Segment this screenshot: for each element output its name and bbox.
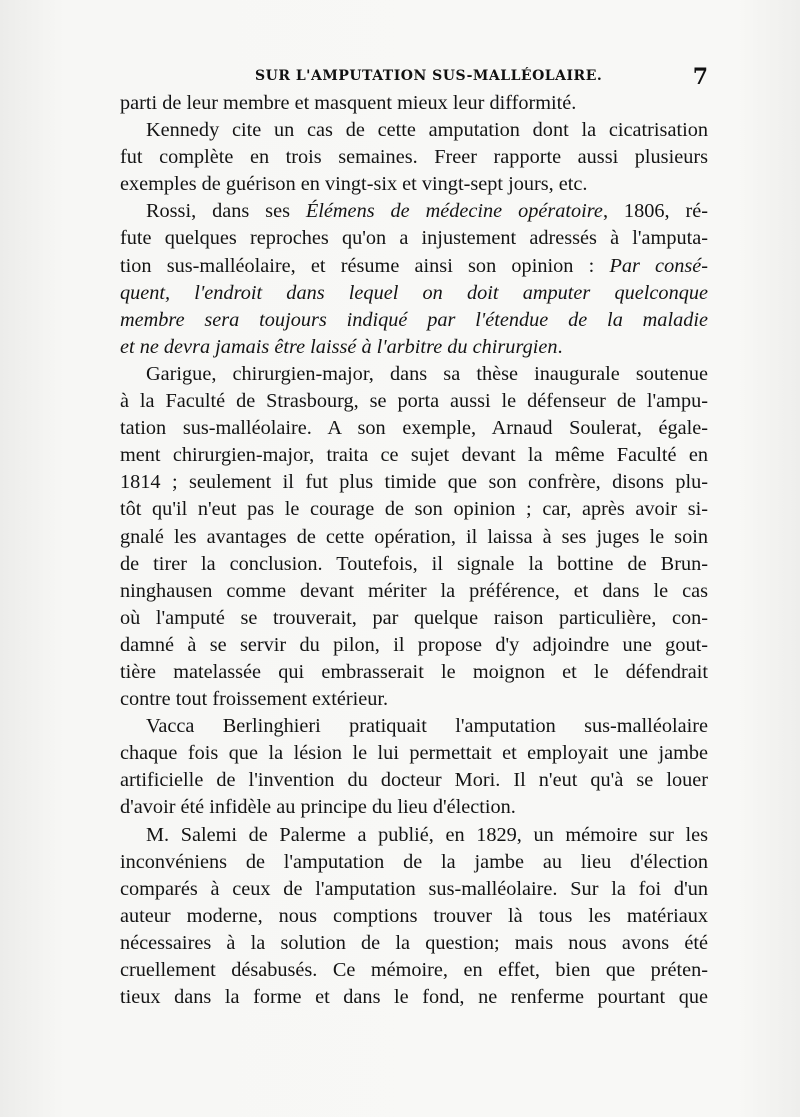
text-line: fut complète en trois semaines. Freer rapporte aussi plusieurs xyxy=(120,146,708,169)
text-line: M. Salemi de Palerme a publié, en 1829, un mémoire sur les xyxy=(146,823,708,846)
page-number: 7 xyxy=(692,64,708,90)
text-line: auteur moderne, nous comptions trouver là tous les matériaux xyxy=(120,904,708,927)
text-line: ninghausen comme devant mériter la préférence, et dans le cas xyxy=(120,579,708,602)
text-line: et ne devra jamais être laissé à l'arbitre du chirurgien. xyxy=(120,335,563,358)
text-line: ment chirurgien-major, traita ce sujet devant la même Faculté en xyxy=(120,444,708,467)
running-title: SUR L'AMPUTATION SUS-MALLÉOLAIRE. xyxy=(255,68,603,84)
text-line: Garigue, chirurgien-major, dans sa thèse inaugurale soutenue xyxy=(146,362,708,385)
text-line: de tirer la conclusion. Toutefois, il signale la bottine de Brun- xyxy=(120,552,708,575)
text-line: parti de leur membre et masquent mieux leur difformité. xyxy=(120,92,577,114)
text-line: nécessaires à la solution de la question; mais nous avons été xyxy=(120,931,708,954)
body-text xyxy=(120,90,708,1011)
page-header xyxy=(120,64,710,92)
text-line: tion sus-malléolaire, et résume ainsi son opinion : Par consé- xyxy=(120,254,708,277)
text-line: où l'amputé se trouverait, par quelque raison particulière, con- xyxy=(120,606,708,629)
text-line: tation sus-malléolaire. A son exemple, Arnaud Soulerat, égale- xyxy=(120,417,708,440)
text-line: à la Faculté de Strasbourg, se porta aussi le défenseur de l'ampu- xyxy=(120,390,708,413)
text-line: fute quelques reproches qu'on a injustement adressés à l'amputa- xyxy=(120,227,708,250)
text-line: quent, l'endroit dans lequel on doit amputer quelconque xyxy=(120,281,708,304)
text-line: chaque fois que la lésion le lui permettait et employait une jambe xyxy=(120,742,708,765)
text-line: comparés à ceux de l'amputation sus-malléolaire. Sur la foi d'un xyxy=(120,877,708,900)
text-line: Vacca Berlinghieri pratiquait l'amputation sus-malléolaire xyxy=(146,715,708,738)
text-line: exemples de guérison en vingt-six et vingt-sept jours, etc. xyxy=(120,173,588,196)
text-line: tière matelassée qui embrasserait le moignon et le défendrait xyxy=(120,660,708,683)
text-line: tieux dans la forme et dans le fond, ne renferme pourtant que xyxy=(120,986,708,1009)
text-line: Rossi, dans ses Élémens de médecine opératoire, 1806, ré- xyxy=(146,200,708,223)
text-line: membre sera toujours indiqué par l'étendue de la maladie xyxy=(120,308,708,331)
text-line: damné à se servir du pilon, il propose d'y adjoindre une gout- xyxy=(120,633,708,656)
text-line: contre tout froissement extérieur. xyxy=(120,688,389,711)
text-line: Kennedy cite un cas de cette amputation dont la cicatrisation xyxy=(146,119,708,142)
text-line: artificielle de l'invention du docteur Mori. Il n'eut qu'à se louer xyxy=(120,769,708,792)
text-line: tôt qu'il n'eut pas le courage de son opinion ; car, après avoir si- xyxy=(120,498,708,521)
text-line: d'avoir été infidèle au principe du lieu d'élection. xyxy=(120,796,516,819)
text-line: 1814 ; seulement il fut plus timide que son confrère, disons plu- xyxy=(120,471,708,494)
text-line: cruellement désabusés. Ce mémoire, en effet, bien que préten- xyxy=(120,959,708,981)
text-line: inconvéniens de l'amputation de la jambe au lieu d'élection xyxy=(120,850,708,873)
text-line: gnalé les avantages de cette opération, il laissa à ses juges le soin xyxy=(120,525,708,548)
